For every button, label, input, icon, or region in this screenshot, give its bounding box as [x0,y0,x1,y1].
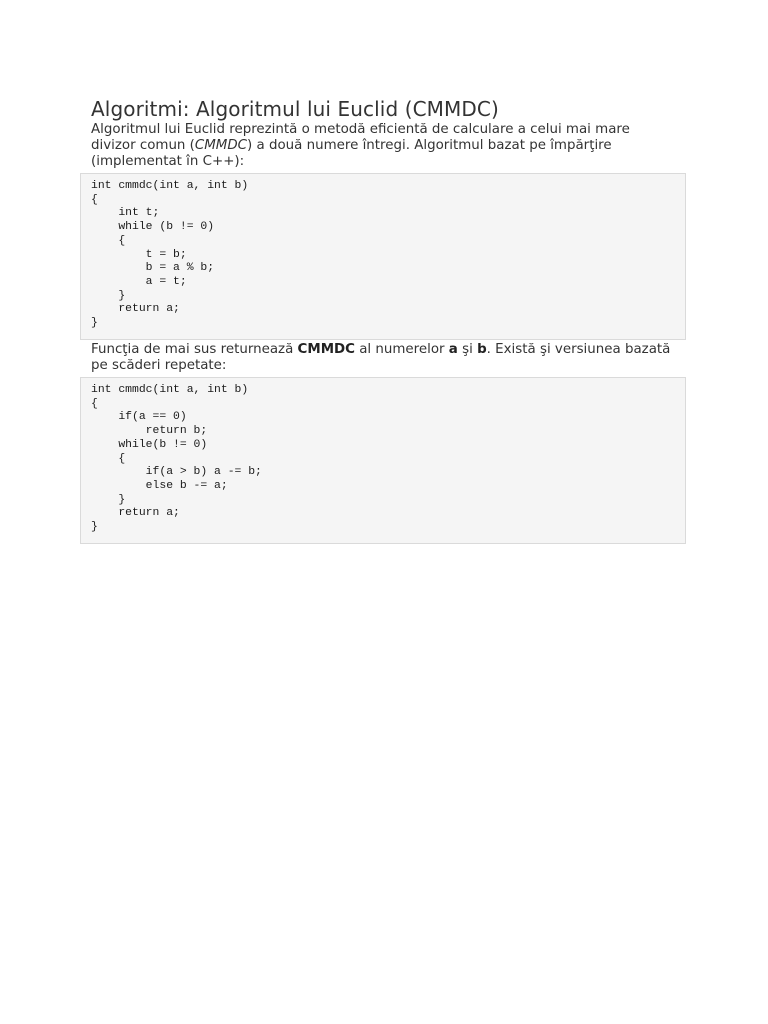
page-title: Algoritmi: Algoritmul lui Euclid (CMMDC) [91,97,499,121]
middle-bold-cmmdc: CMMDC [297,342,355,357]
code-division: int cmmdc(int a, int b) { int t; while (b != 0) { t = b; b = a % b; a = t; } return a; } [91,180,249,330]
middle-text-4: . Există şi versiunea bazată pe scăderi repetate: [91,342,671,373]
middle-text-2: al numerelor [354,342,449,357]
middle-text-1: Funcţia de mai sus returnează [91,342,298,357]
code-subtraction: int cmmdc(int a, int b) { if(a == 0) return b; while(b != 0) { if(a > b) a -= b; else b -= a; } return a; } [91,384,262,534]
code-block-subtraction [80,377,686,544]
intro-paragraph [91,122,651,170]
intro-text-2: ) a două numere întregi. Algoritmul bazat pe împărţire (implementat în C++): [91,138,612,169]
document-page [91,96,687,544]
intro-abbreviation: CMMDC [194,138,248,153]
middle-bold-a: a [448,342,458,357]
middle-text-3: şi [457,342,478,357]
intro-text-1: Algoritmul lui Euclid reprezintă o metodă eficientă de calculare a celui mai mare divizor comun ( [91,122,630,153]
middle-bold-b: b [477,342,487,357]
middle-paragraph [91,342,671,374]
code-block-division [80,173,686,340]
